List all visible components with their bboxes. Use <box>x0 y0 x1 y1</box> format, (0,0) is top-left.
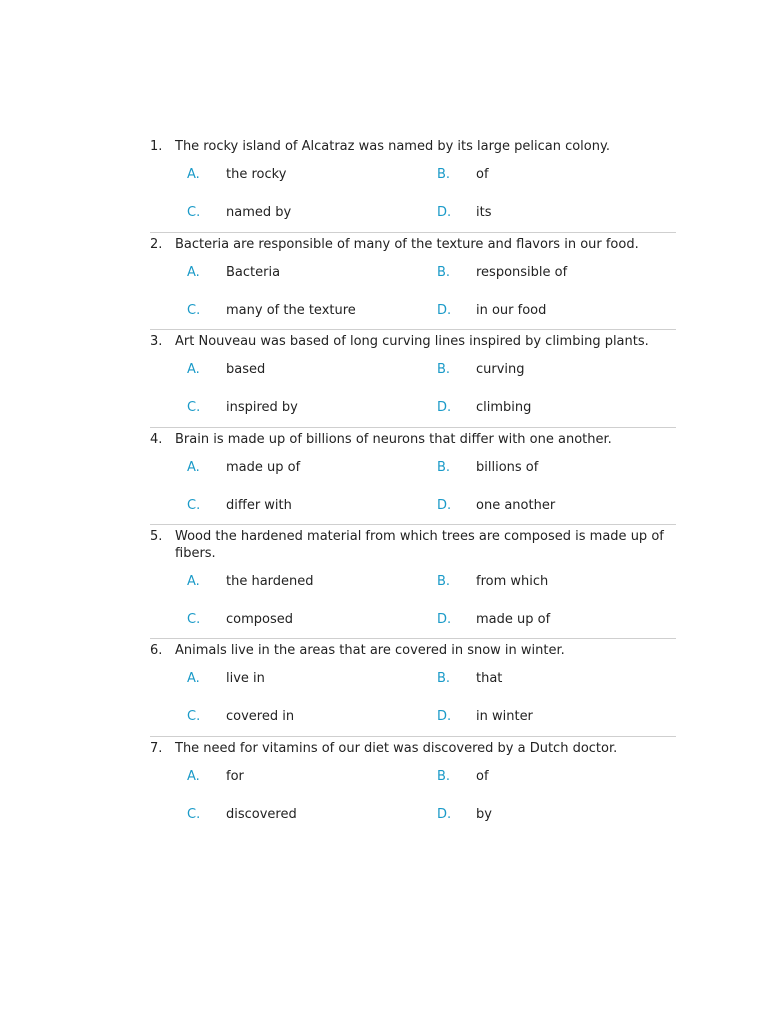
answer-options <box>187 253 676 329</box>
option-text: Bacteria <box>226 264 281 280</box>
answer-options <box>187 156 676 232</box>
answer-options <box>187 660 676 736</box>
option-text: covered in <box>226 709 295 724</box>
answer-option[interactable] <box>187 757 437 795</box>
option-text: based <box>226 362 266 377</box>
question-text: Wood the hardened material from which trees are composed is made up of fibers. <box>175 529 664 561</box>
answer-option[interactable] <box>187 351 437 389</box>
option-letter: C. <box>187 497 201 513</box>
option-text: one another <box>476 497 556 513</box>
question-stem <box>150 237 676 254</box>
question-stem <box>150 432 676 449</box>
option-text: made up of <box>226 459 301 475</box>
answer-option[interactable] <box>187 194 437 232</box>
option-letter: C. <box>187 806 201 822</box>
question-text: Animals live in the areas that are covered in snow in winter. <box>175 643 565 658</box>
question-text: Art Nouveau was based of long curving lines inspired by climbing plants. <box>175 334 649 349</box>
option-letter: A. <box>187 768 200 784</box>
option-text: from which <box>476 573 549 589</box>
option-letter: B. <box>437 768 451 784</box>
option-letter: A. <box>187 459 200 475</box>
answer-option[interactable] <box>187 486 437 524</box>
question-list <box>150 135 676 833</box>
option-text: for <box>226 768 244 784</box>
answer-option[interactable] <box>437 486 677 524</box>
option-letter: D. <box>437 302 452 318</box>
option-text: curving <box>476 362 525 377</box>
answer-option[interactable] <box>187 253 437 291</box>
question-item <box>150 427 676 525</box>
question-number: 1. <box>150 139 163 154</box>
option-text: discovered <box>226 806 297 822</box>
option-letter: B. <box>437 264 451 280</box>
option-letter: C. <box>187 400 201 415</box>
option-text: of <box>476 167 489 182</box>
option-text: its <box>476 205 492 220</box>
option-text: that <box>476 671 503 686</box>
option-letter: B. <box>437 671 451 686</box>
answer-option[interactable] <box>437 253 677 291</box>
question-text: Brain is made up of billions of neurons that differ with one another. <box>175 431 612 447</box>
answer-option[interactable] <box>437 757 677 795</box>
answer-option[interactable] <box>187 291 437 329</box>
question-number: 6. <box>150 643 163 658</box>
answer-option[interactable] <box>187 448 437 486</box>
answer-option[interactable] <box>187 389 437 427</box>
option-letter: A. <box>187 362 200 377</box>
option-text: by <box>476 806 492 822</box>
question-number: 3. <box>150 334 163 349</box>
question-item <box>150 736 676 834</box>
option-letter: C. <box>187 302 201 318</box>
answer-option[interactable] <box>187 600 437 638</box>
question-text: The need for vitamins of our diet was discovered by a Dutch doctor. <box>175 740 618 756</box>
answer-option[interactable] <box>437 156 677 194</box>
option-text: billions of <box>476 459 539 475</box>
answer-option[interactable] <box>437 448 677 486</box>
option-letter: C. <box>187 611 201 627</box>
option-text: differ with <box>226 497 292 513</box>
question-stem <box>150 741 676 758</box>
answer-option[interactable] <box>187 698 437 736</box>
answer-options <box>187 448 676 524</box>
answer-option[interactable] <box>437 291 677 329</box>
option-letter: B. <box>437 362 451 377</box>
question-number: 4. <box>150 431 163 447</box>
option-letter: D. <box>437 806 452 822</box>
answer-options <box>187 351 676 427</box>
answer-option[interactable] <box>437 698 677 736</box>
answer-options <box>187 562 676 638</box>
option-letter: B. <box>437 459 451 475</box>
option-letter: B. <box>437 167 451 182</box>
option-letter: B. <box>437 573 451 589</box>
option-text: the rocky <box>226 167 287 182</box>
answer-option[interactable] <box>437 562 677 600</box>
question-text: The rocky island of Alcatraz was named by its large pelican colony. <box>175 139 610 154</box>
option-text: climbing <box>476 400 532 415</box>
answer-option[interactable] <box>187 156 437 194</box>
question-number: 7. <box>150 740 163 756</box>
option-letter: D. <box>437 205 452 220</box>
option-text: named by <box>226 205 292 220</box>
question-number: 2. <box>150 236 163 252</box>
option-text: in winter <box>476 709 533 724</box>
option-letter: D. <box>437 709 452 724</box>
answer-option[interactable] <box>437 795 677 833</box>
option-letter: C. <box>187 205 201 220</box>
option-letter: D. <box>437 497 452 513</box>
option-letter: D. <box>437 611 452 627</box>
answer-option[interactable] <box>187 562 437 600</box>
option-text: many of the texture <box>226 302 356 318</box>
answer-option[interactable] <box>187 795 437 833</box>
answer-option[interactable] <box>437 660 677 698</box>
answer-option[interactable] <box>187 660 437 698</box>
answer-option[interactable] <box>437 389 677 427</box>
option-text: live in <box>226 671 265 686</box>
option-text: made up of <box>476 611 551 627</box>
question-item <box>150 524 676 638</box>
question-item <box>150 232 676 330</box>
question-stem <box>150 529 676 562</box>
option-letter: A. <box>187 167 200 182</box>
option-text: the hardened <box>226 573 314 589</box>
question-item <box>150 638 676 736</box>
answer-options <box>187 757 676 833</box>
option-text: in our food <box>476 302 547 318</box>
option-letter: A. <box>187 264 200 280</box>
option-text: of <box>476 768 489 784</box>
option-letter: A. <box>187 573 200 589</box>
question-item <box>150 329 676 427</box>
option-letter: A. <box>187 671 200 686</box>
option-text: inspired by <box>226 400 298 415</box>
option-text: responsible of <box>476 264 568 280</box>
question-text: Bacteria are responsible of many of the texture and flavors in our food. <box>175 236 639 252</box>
answer-option[interactable] <box>437 351 677 389</box>
question-number: 5. <box>150 529 163 544</box>
option-letter: D. <box>437 400 452 415</box>
answer-option[interactable] <box>437 600 677 638</box>
answer-option[interactable] <box>437 194 677 232</box>
option-letter: C. <box>187 709 201 724</box>
question-stem <box>150 643 676 660</box>
question-item <box>150 135 676 232</box>
option-text: composed <box>226 611 293 627</box>
question-stem <box>150 139 676 156</box>
question-stem <box>150 334 676 351</box>
